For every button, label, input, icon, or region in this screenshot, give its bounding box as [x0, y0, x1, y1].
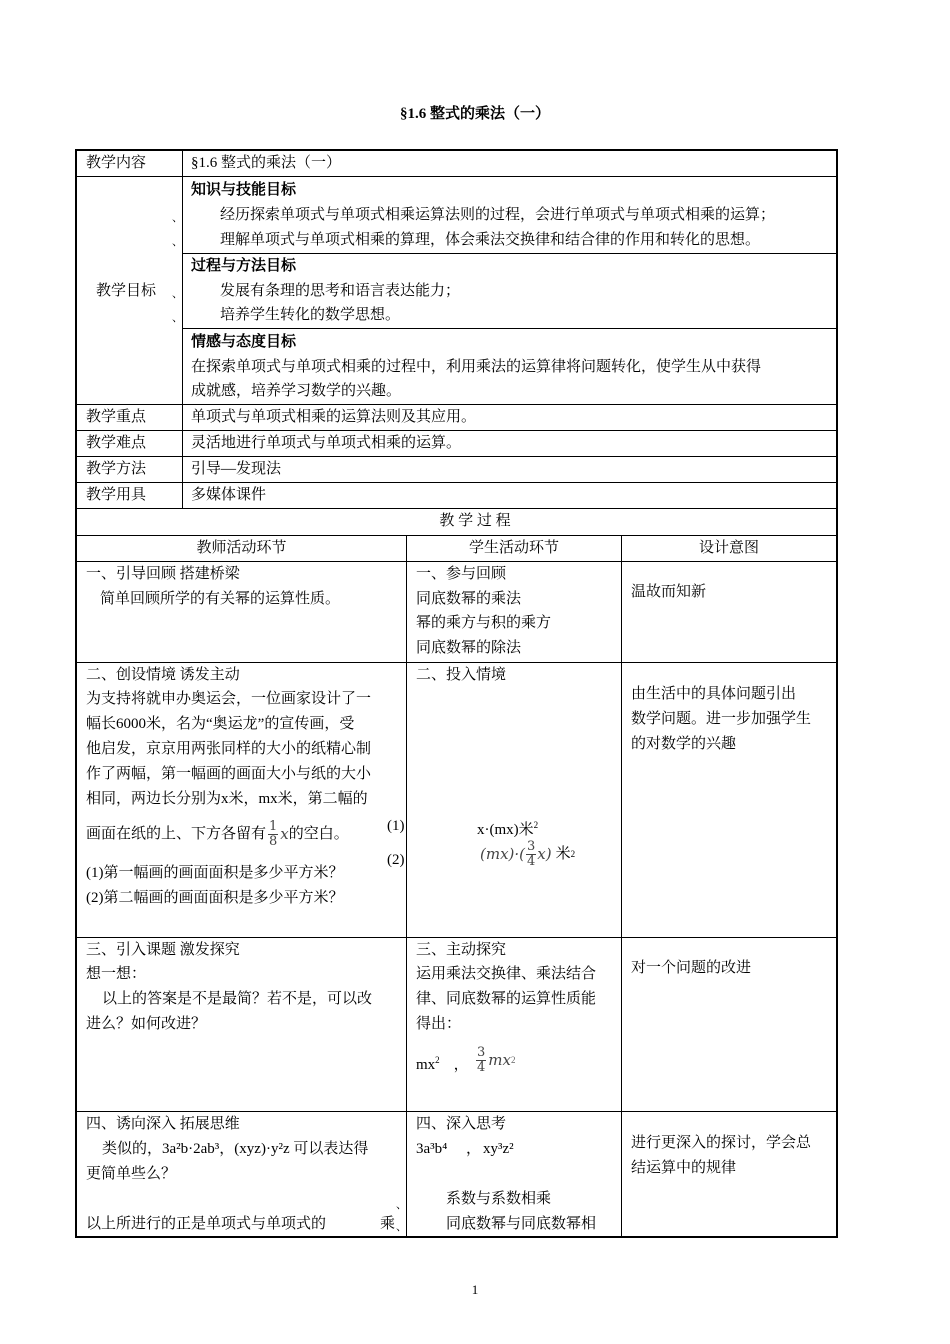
s2-teacher-fraction-line — [86, 820, 349, 849]
s2-design-text: 的对数学的兴趣 — [631, 736, 737, 752]
s3-design-text: 对一个问题的改进 — [631, 960, 752, 976]
s1-student-text: 幂的乘方与积的乘方 — [416, 615, 552, 631]
s3-student-heading: 三、主动探究 — [416, 942, 507, 958]
s3-student-text: 得出： — [416, 1016, 462, 1032]
s3-teacher-heading: 三、引入课题 激发探究 — [86, 942, 240, 958]
focus-value: 单项式与单项式相乘的运算法则及其应用。 — [191, 409, 477, 425]
emotion-text: 成就感，培养学习数学的兴趣。 — [191, 383, 402, 399]
s2-answer-1: x·(mx)米$^2$ — [477, 820, 539, 838]
s4-teacher-text: 以上所进行的正是单项式与单项式的 — [86, 1216, 327, 1232]
s4-teacher-text: 更简单些么？ — [86, 1166, 177, 1182]
s2-teacher-heading: 二、创设情境 诱发主动 — [86, 667, 240, 683]
s2-marker-2: (2) — [387, 852, 405, 868]
s2-text-after: 的空白。 — [288, 826, 349, 842]
knowledge-item: 经历探索单项式与单项式相乘运算法则的过程，会进行单项式与单项式相乘的运算； — [220, 207, 776, 223]
s4-design-text: 进行更深入的探讨，学会总 — [631, 1135, 812, 1151]
s2-design-text: 由生活中的具体问题引出 — [631, 686, 797, 702]
s2-marker-1: (1) — [387, 818, 405, 834]
s1-teacher-heading: 一、引导回顾 搭建桥梁 — [86, 566, 240, 582]
col-student: 学生活动环节 — [468, 540, 559, 556]
s1-teacher-text: 简单回顾所学的有关幂的运算性质。 — [100, 591, 341, 607]
s3-result-2: $\frac{3}{4}$ mx 2 — [477, 1045, 516, 1075]
s2-design-text: 数学问题。进一步加强学生 — [631, 711, 812, 727]
bullet-mark: 、 — [172, 312, 183, 324]
s2-question-1: (1)第一幅画的画面面积是多少平方米？ — [86, 865, 344, 881]
s3-teacher-text: 进么？如何改进？ — [86, 1016, 207, 1032]
method-label: 教学方法 — [86, 461, 147, 477]
bullet-mark: 、 — [172, 288, 183, 300]
s4-student-result-1: 3a³b⁴ — [416, 1141, 448, 1157]
process-item: 发展有条理的思考和语言表达能力； — [220, 283, 461, 299]
s1-student-text: 同底数幂的除法 — [416, 640, 522, 656]
s2-student-heading: 二、投入情境 — [416, 667, 507, 683]
s4-teacher-heading: 四、诱向深入 拓展思维 — [86, 1116, 240, 1132]
s3-teacher-text: 以上的答案是不是最简？若不是，可以改 — [102, 991, 373, 1007]
s4-design-text: 结运算中的规律 — [631, 1160, 737, 1176]
s3-teacher-text: 想一想： — [86, 966, 147, 982]
s2-teacher-text: 他启发，京京用两张同样的大小的纸精心制 — [86, 741, 372, 757]
bullet-mark: 、 — [396, 1221, 407, 1233]
s4-teacher-text: 类似的，3a²b·2ab³，(xyz)·y²z 可以表达得 — [102, 1141, 369, 1157]
content-value: §1.6 整式的乘法（一） — [191, 155, 342, 171]
emotion-title: 情感与态度目标 — [191, 334, 297, 350]
tools-label: 教学用具 — [86, 487, 147, 503]
s4-teacher-text: 乘 — [380, 1216, 396, 1232]
page-number: 1 — [471, 1282, 479, 1297]
s3-result-1: $mx^2$ ， — [416, 1055, 469, 1073]
knowledge-item: 理解单项式与单项式相乘的算理，体会乘法交换律和结合律的作用和转化的思想。 — [220, 232, 761, 248]
focus-label: 教学重点 — [86, 409, 147, 425]
knowledge-title: 知识与技能目标 — [191, 182, 297, 198]
bullet-mark: 、 — [396, 1199, 407, 1211]
method-value: 引导—发现法 — [191, 461, 282, 477]
bullet-mark: 、 — [172, 236, 183, 248]
s2-answer-2: (mx)·( $\frac{3}{4}$ x) 米 2 — [480, 839, 576, 869]
process-title: 过程与方法目标 — [191, 258, 297, 274]
s2-question-2: (2)第二幅画的画面面积是多少平方米？ — [86, 890, 344, 906]
s2-teacher-text: 作了两幅，第一幅画的画面大小与纸的大小 — [86, 766, 372, 782]
s4-separator: ， — [466, 1141, 482, 1157]
s2-teacher-text: 相同，两边长分别为x米，mx米，第二幅的 — [86, 791, 368, 807]
s3-student-text: 运用乘法交换律、乘法结合 — [416, 966, 597, 982]
bullet-mark: 、 — [172, 212, 183, 224]
difficulty-value: 灵活地进行单项式与单项式相乘的运算。 — [191, 435, 462, 451]
s4-student-heading: 四、深入思考 — [416, 1116, 507, 1132]
fraction-one-eighth: $\frac{1}{8}$ — [269, 819, 278, 849]
col-design: 设计意图 — [698, 540, 759, 556]
s1-student-heading: 一、参与回顾 — [416, 566, 507, 582]
content-label: 教学内容 — [86, 155, 147, 171]
objectives-label: 教学目标 — [96, 283, 157, 299]
process-item: 培养学生转化的数学思想。 — [220, 307, 401, 323]
difficulty-label: 教学难点 — [86, 435, 147, 451]
s3-student-text: 律、同底数幂的运算性质能 — [416, 991, 597, 1007]
tools-value: 多媒体课件 — [191, 487, 267, 503]
variable-x: x — [280, 825, 289, 843]
s2-teacher-text: 为支持将就申办奥运会，一位画家设计了一 — [86, 691, 372, 707]
s1-design-text: 温故而知新 — [631, 584, 707, 600]
document-title: §1.6 整式的乘法（一） — [399, 106, 550, 122]
s4-student-text: 同底数幂与同底数幂相 — [446, 1216, 597, 1232]
s2-teacher-text: 幅长6000米，名为“奥运龙”的宣传画，受 — [86, 716, 355, 732]
col-teacher: 教师活动环节 — [196, 540, 287, 556]
s1-student-text: 同底数幂的乘法 — [416, 591, 522, 607]
s4-student-result-2: xy³z² — [483, 1141, 514, 1157]
s4-student-text: 系数与系数相乘 — [446, 1191, 552, 1207]
s2-text-before: 画面在纸的上、下方各留有 — [86, 826, 267, 842]
emotion-text: 在探索单项式与单项式相乘的过程中，利用乘法的运算律将问题转化，使学生从中获得 — [191, 359, 762, 375]
process-heading: 教 学 过 程 — [439, 513, 511, 529]
